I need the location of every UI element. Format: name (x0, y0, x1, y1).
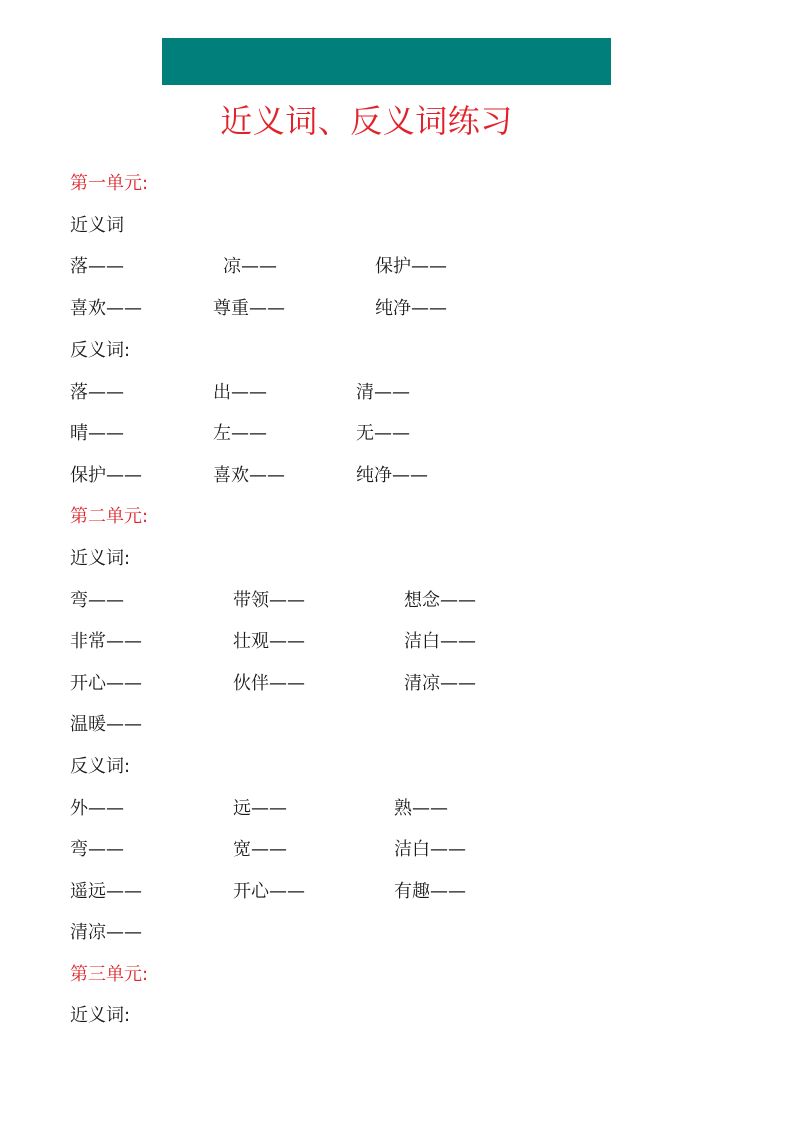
unit2-antonym-label: 反义词: (70, 756, 131, 777)
word-item: 出—— (213, 382, 267, 403)
word-item: 带领—— (233, 590, 305, 611)
unit3-synonym-label: 近义词: (70, 1005, 131, 1026)
word-item: 保护—— (70, 465, 142, 486)
unit2-synonym-row (70, 710, 142, 740)
word-item: 纯净—— (356, 465, 428, 486)
word-item: 开心—— (233, 881, 305, 902)
page-title: 近义词、反义词练习 (220, 102, 513, 140)
word-item: 落—— (70, 256, 124, 277)
word-item: 保护—— (375, 256, 447, 277)
word-item: 壮观—— (233, 631, 305, 652)
unit2-synonym-row (70, 627, 570, 657)
unit2-synonym-row (70, 669, 570, 699)
word-item: 外—— (70, 798, 124, 819)
unit1-synonym-row (70, 294, 570, 324)
word-item: 喜欢—— (70, 298, 142, 319)
unit2-antonym-row (70, 918, 142, 948)
header-banner (162, 38, 611, 85)
word-item: 远—— (233, 798, 287, 819)
word-item: 清—— (356, 382, 410, 403)
unit2-synonym-label: 近义词: (70, 548, 131, 569)
word-item: 尊重—— (213, 298, 285, 319)
word-item: 温暖—— (70, 714, 142, 735)
word-item: 熟—— (394, 798, 448, 819)
word-item: 开心—— (70, 673, 142, 694)
word-item: 清凉—— (404, 673, 476, 694)
unit2-antonym-row (70, 877, 570, 907)
unit2-synonym-row (70, 586, 570, 616)
word-item: 落—— (70, 382, 124, 403)
word-item: 无—— (356, 423, 410, 444)
unit1-antonym-row (70, 461, 570, 491)
unit1-antonym-row (70, 419, 570, 449)
word-item: 喜欢—— (213, 465, 285, 486)
unit1-synonym-label: 近义词 (70, 215, 124, 236)
word-item: 想念—— (404, 590, 476, 611)
unit1-heading: 第一单元: (70, 173, 149, 194)
word-item: 左—— (213, 423, 267, 444)
word-item: 弯—— (70, 590, 124, 611)
unit3-heading: 第三单元: (70, 964, 149, 985)
word-item: 伙伴—— (233, 673, 305, 694)
word-item: 弯—— (70, 839, 124, 860)
word-item: 宽—— (233, 839, 287, 860)
unit2-antonym-row (70, 794, 570, 824)
word-item: 遥远—— (70, 881, 142, 902)
unit1-antonym-row (70, 378, 570, 408)
unit2-heading: 第二单元: (70, 506, 149, 527)
word-item: 凉—— (223, 256, 277, 277)
unit2-antonym-row (70, 835, 570, 865)
unit1-antonym-label: 反义词: (70, 340, 131, 361)
unit1-synonym-row (70, 252, 570, 282)
word-item: 非常—— (70, 631, 142, 652)
word-item: 有趣—— (394, 881, 466, 902)
word-item: 洁白—— (394, 839, 466, 860)
word-item: 清凉—— (70, 922, 142, 943)
word-item: 纯净—— (375, 298, 447, 319)
word-item: 晴—— (70, 423, 124, 444)
word-item: 洁白—— (404, 631, 476, 652)
